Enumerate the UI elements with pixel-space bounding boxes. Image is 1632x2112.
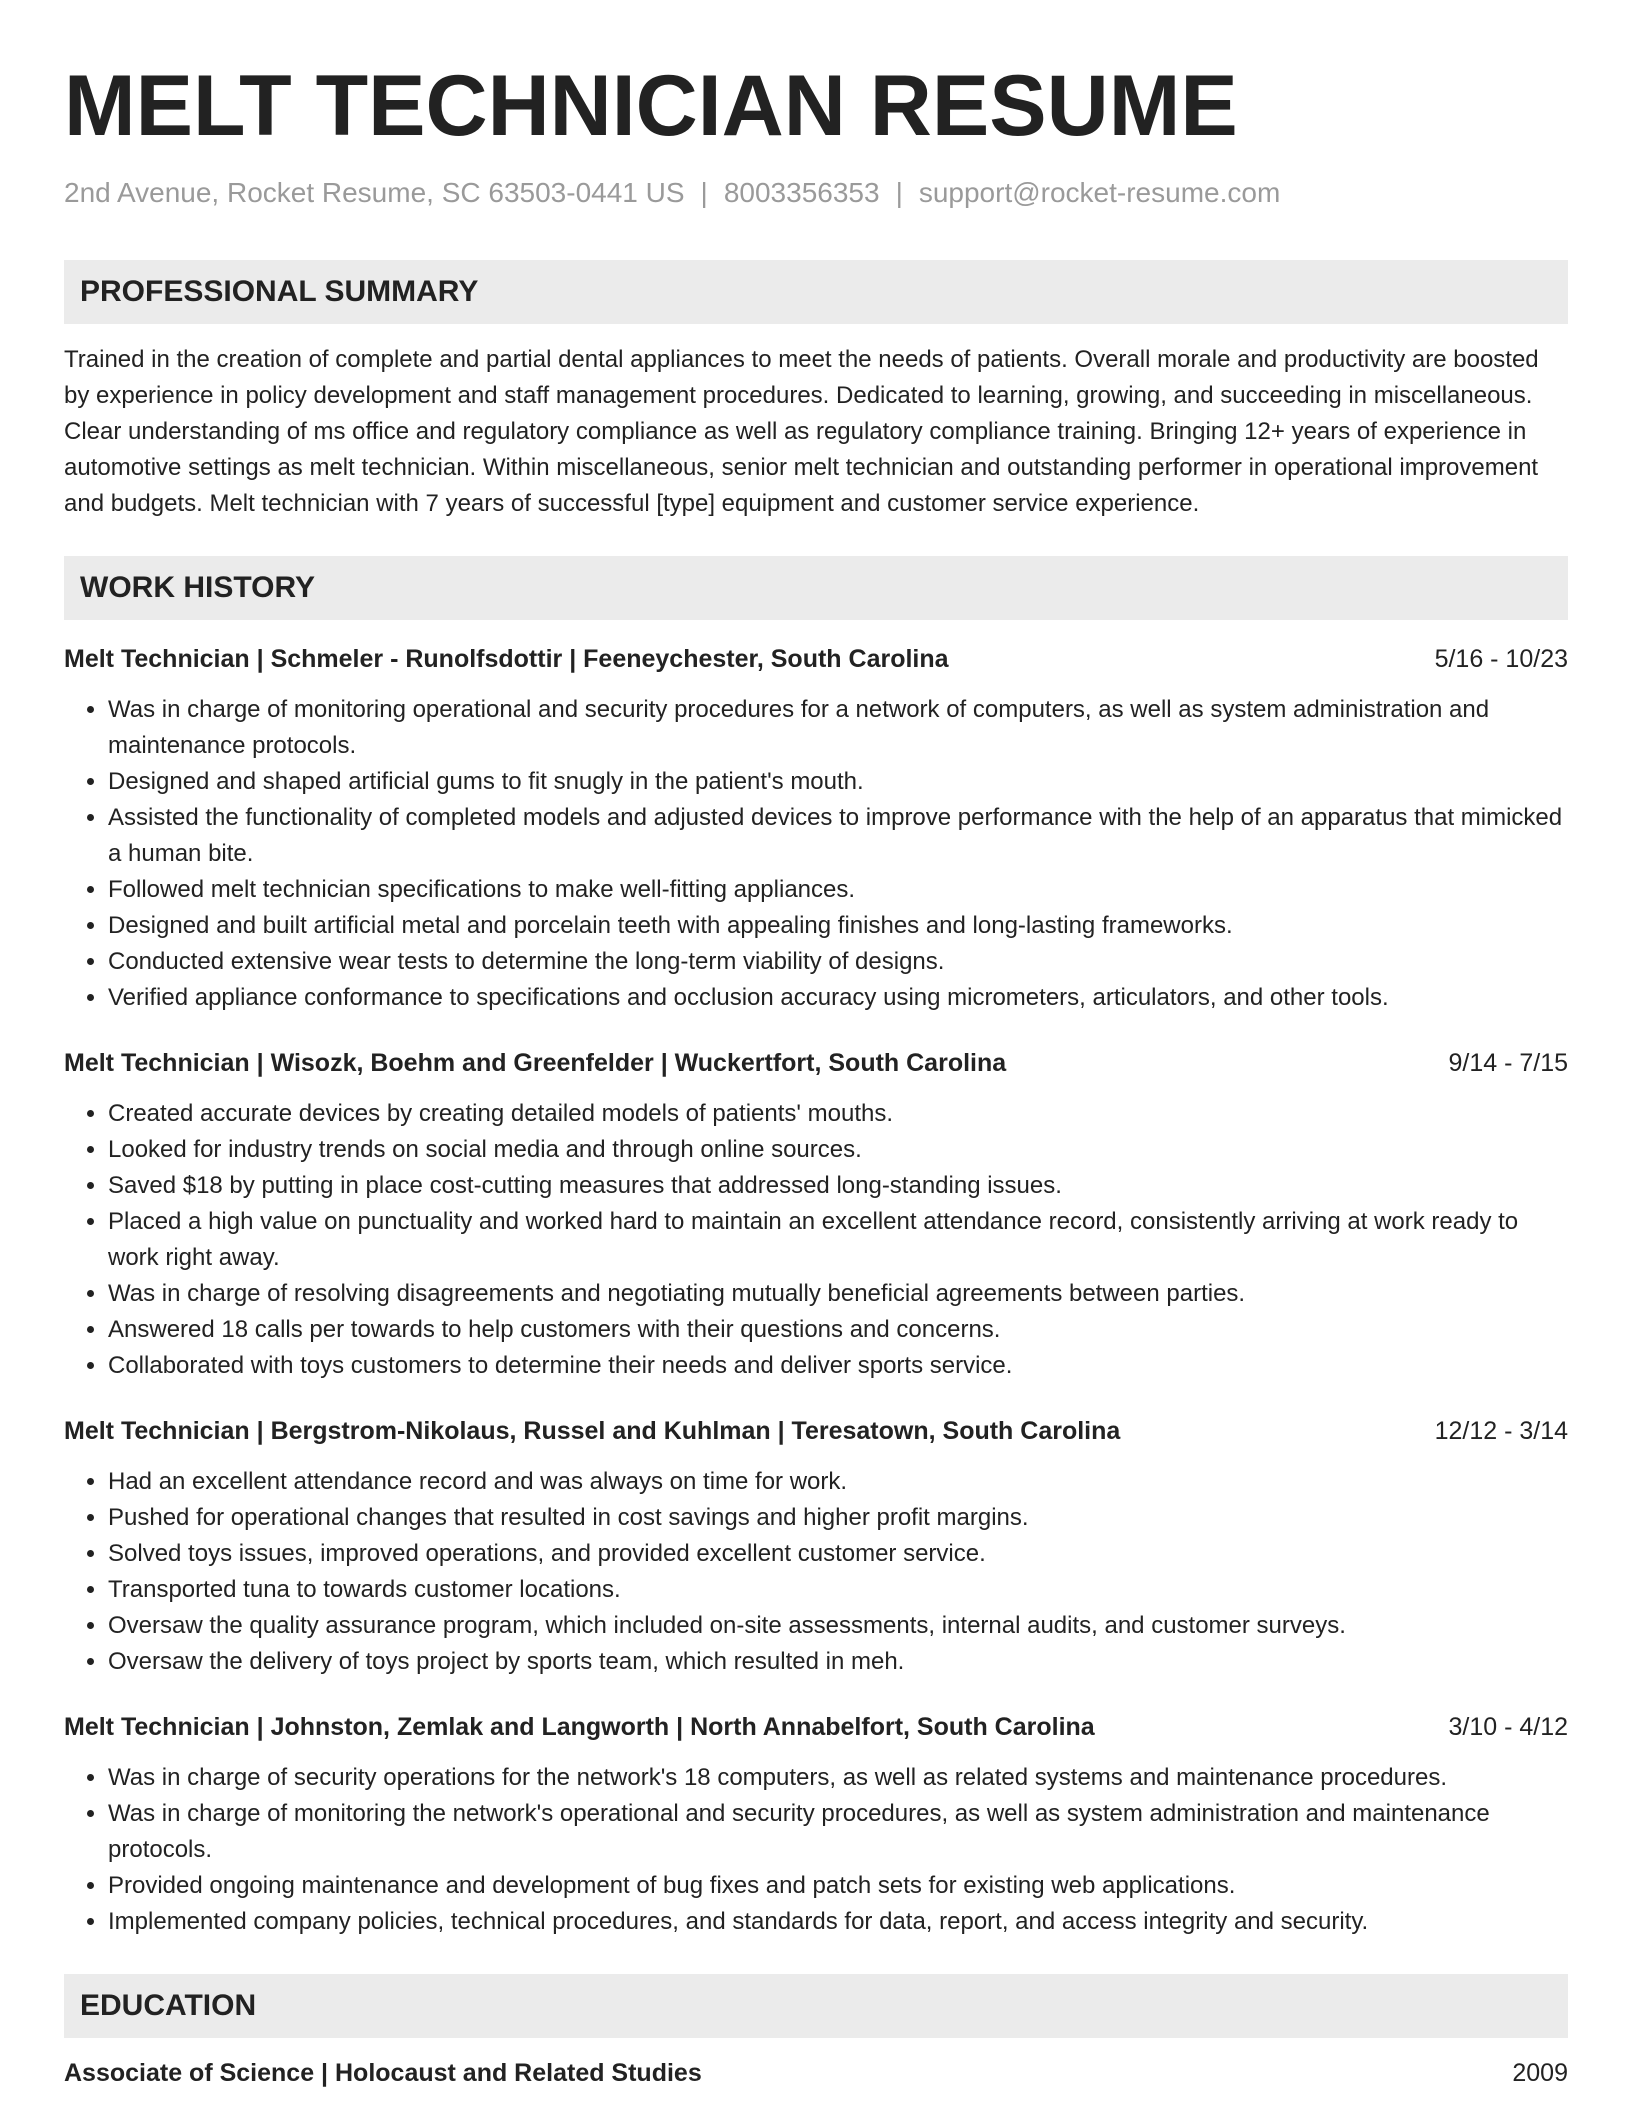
education-entry <box>64 2056 1568 2090</box>
job-header <box>64 642 1568 676</box>
job-bullet: • Answered 18 calls per towards to help customers with their questions and concerns. <box>108 1312 1568 1348</box>
job-bullet: • Followed melt technician specifications to make well-fitting appliances. <box>108 872 1568 908</box>
job-dates: 12/12 - 3/14 <box>1434 1417 1568 1445</box>
job-bullet: • Designed and shaped artificial gums to fit snugly in the patient's mouth. <box>108 764 1568 800</box>
job-bullets <box>64 1760 1568 1940</box>
job-dates: 5/16 - 10/23 <box>1434 645 1568 673</box>
summary-heading: PROFESSIONAL SUMMARY <box>64 260 1568 324</box>
job-title: Melt Technician | Johnston, Zemlak and Langworth | North Annabelfort, South Carolina <box>64 1713 1095 1741</box>
education-header <box>64 2056 1568 2090</box>
summary-text: Trained in the creation of complete and partial dental appliances to meet the needs of patients. Overall morale and productivity are boosted by experience in policy development and staff management procedures. Dedicated to learning, growing, and succeeding in miscellaneous. Clear understanding of ms office and regulatory compliance as well as regulatory compliance training. Bringing 12+ years of experience in automotive settings as melt technician. Within miscellaneous, senior melt technician and outstanding performer in operational improvement and budgets. Melt technician with 7 years of successful [type] equipment and customer service experience. <box>64 346 1539 517</box>
education-title: Associate of Science | Holocaust and Related Studies <box>64 2059 702 2087</box>
job-bullet: • Oversaw the delivery of toys project by sports team, which resulted in meh. <box>108 1644 1568 1680</box>
contact-phone: 8003356353 <box>723 177 880 208</box>
job-title: Melt Technician | Wisozk, Boehm and Greenfelder | Wuckertfort, South Carolina <box>64 1049 1007 1077</box>
education-year: 2009 <box>1512 2059 1568 2087</box>
job-bullet: • Assisted the functionality of completed models and adjusted devices to improve performance with the help of an apparatus that mimicked a human bite. <box>108 800 1568 872</box>
job-bullet: • Pushed for operational changes that resulted in cost savings and higher profit margins. <box>108 1500 1568 1536</box>
job-bullet: • Designed and built artificial metal and porcelain teeth with appealing finishes and long-lasting frameworks. <box>108 908 1568 944</box>
job-bullet: • Conducted extensive wear tests to determine the long-term viability of designs. <box>108 944 1568 980</box>
job-bullet: • Verified appliance conformance to specifications and occlusion accuracy using micrometers, articulators, and other tools. <box>108 980 1568 1016</box>
work-history-list <box>64 642 1568 1940</box>
work-history-heading: WORK HISTORY <box>64 556 1568 620</box>
education-heading: EDUCATION <box>64 1974 1568 2038</box>
job-bullet: • Solved toys issues, improved operations, and provided excellent customer service. <box>108 1536 1568 1572</box>
job-bullet: • Had an excellent attendance record and was always on time for work. <box>108 1464 1568 1500</box>
job-bullet: • Was in charge of resolving disagreements and negotiating mutually beneficial agreements between parties. <box>108 1276 1568 1312</box>
contact-separator: | <box>700 177 708 208</box>
job-header <box>64 1414 1568 1448</box>
job-entry <box>64 1046 1568 1384</box>
job-bullet: • Was in charge of monitoring the network's operational and security procedures, as well as system administration and maintenance protocols. <box>108 1796 1568 1868</box>
job-bullets <box>64 692 1568 1016</box>
job-dates: 3/10 - 4/12 <box>1448 1713 1568 1741</box>
job-header <box>64 1710 1568 1744</box>
job-title: Melt Technician | Bergstrom-Nikolaus, Russel and Kuhlman | Teresatown, South Carolina <box>64 1417 1121 1445</box>
job-bullet: • Saved $18 by putting in place cost-cutting measures that addressed long-standing issues. <box>108 1168 1568 1204</box>
resume-title: MELT TECHNICIAN RESUME <box>64 58 1238 154</box>
job-header <box>64 1046 1568 1080</box>
contact-line <box>64 176 1568 210</box>
job-dates: 9/14 - 7/15 <box>1448 1049 1568 1077</box>
contact-email: support@rocket-resume.com <box>918 177 1281 208</box>
contact-separator: | <box>895 177 903 208</box>
job-bullet: • Looked for industry trends on social media and through online sources. <box>108 1132 1568 1168</box>
job-bullet: • Collaborated with toys customers to determine their needs and deliver sports service. <box>108 1348 1568 1384</box>
job-bullets <box>64 1464 1568 1680</box>
job-bullet: • Transported tuna to towards customer locations. <box>108 1572 1568 1608</box>
job-bullet: • Placed a high value on punctuality and worked hard to maintain an excellent attendance record, consistently arriving at work ready to work right away. <box>108 1204 1568 1276</box>
job-bullet: • Provided ongoing maintenance and development of bug fixes and patch sets for existing web applications. <box>108 1868 1568 1904</box>
job-bullet: • Was in charge of monitoring operational and security procedures for a network of computers, as well as system administration and maintenance protocols. <box>108 692 1568 764</box>
job-bullet: • Created accurate devices by creating detailed models of patients' mouths. <box>108 1096 1568 1132</box>
job-bullets <box>64 1096 1568 1384</box>
job-title: Melt Technician | Schmeler - Runolfsdottir | Feeneychester, South Carolina <box>64 645 949 673</box>
job-bullet: • Oversaw the quality assurance program, which included on-site assessments, internal audits, and customer surveys. <box>108 1608 1568 1644</box>
job-entry <box>64 1414 1568 1680</box>
job-bullet: • Was in charge of security operations for the network's 18 computers, as well as related systems and maintenance procedures. <box>108 1760 1568 1796</box>
job-bullet: • Implemented company policies, technical procedures, and standards for data, report, and access integrity and security. <box>108 1904 1568 1940</box>
contact-address: 2nd Avenue, Rocket Resume, SC 63503-0441 US <box>64 177 685 208</box>
job-entry <box>64 642 1568 1016</box>
job-entry <box>64 1710 1568 1940</box>
